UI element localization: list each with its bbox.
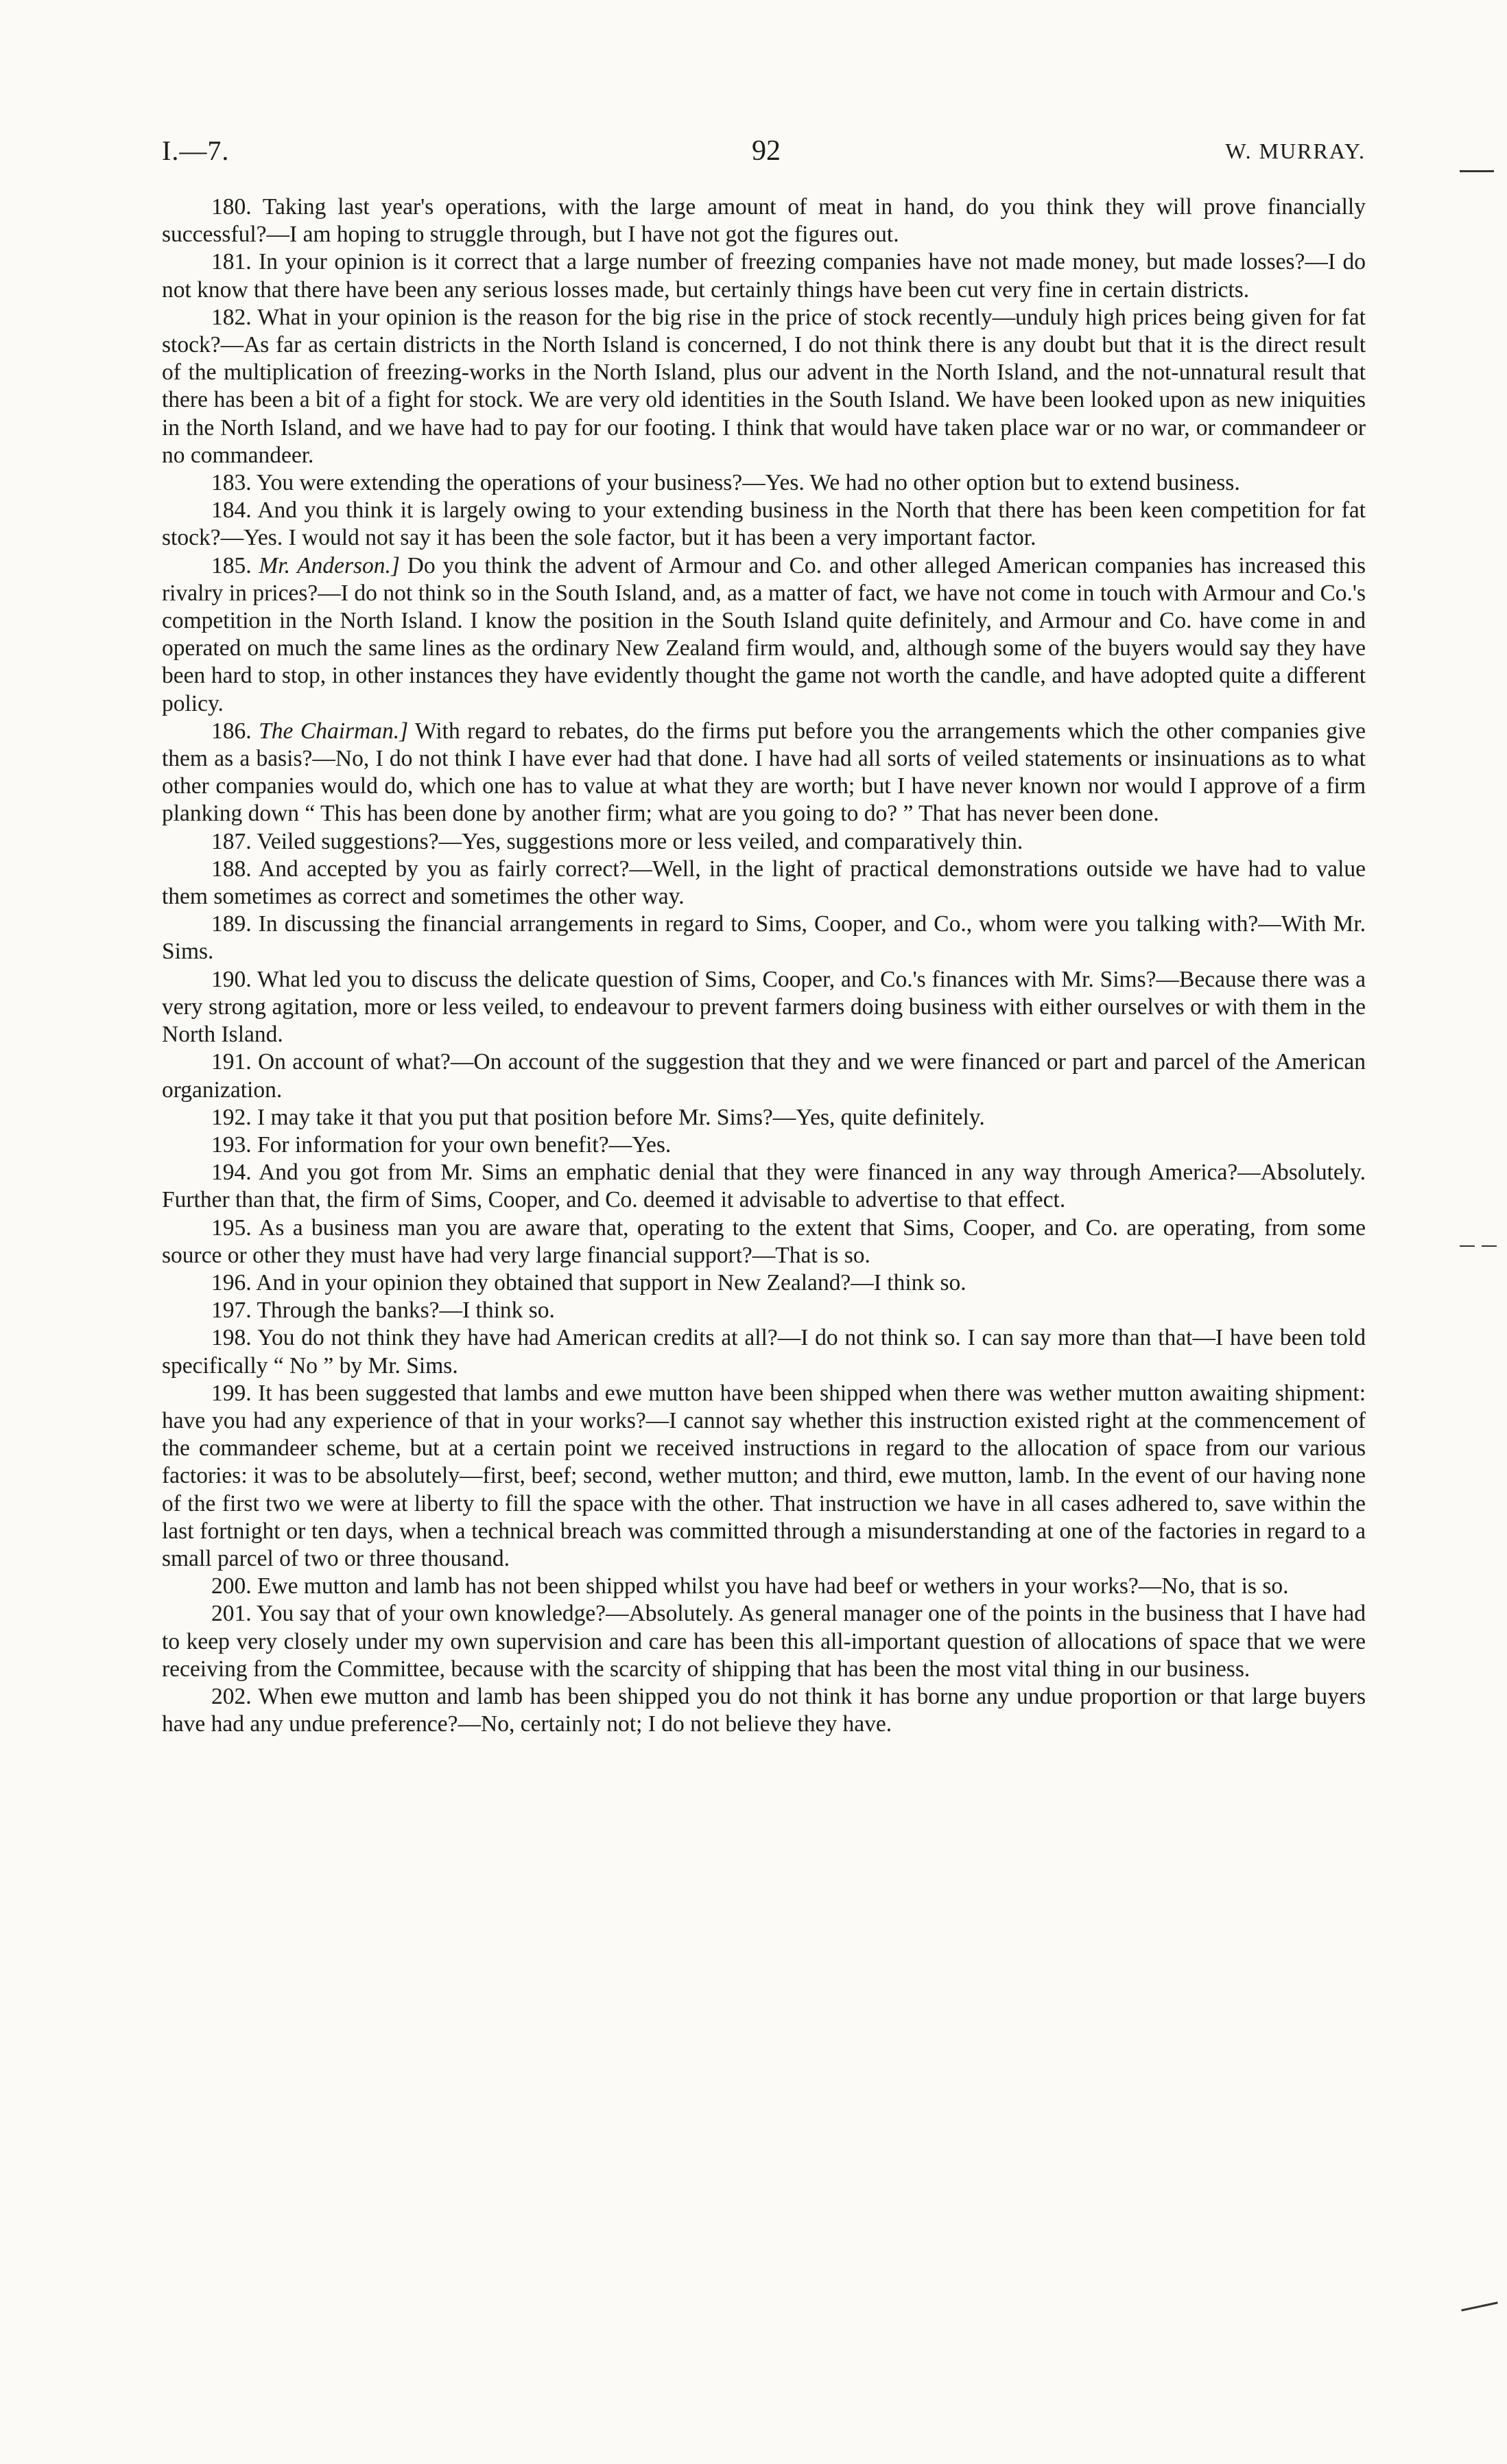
question-answer-197 <box>162 1297 1366 1324</box>
speaker-label: Mr. Anderson.] <box>259 552 400 578</box>
question-answer-text: Through the banks?—I think so. <box>257 1298 555 1324</box>
question-answer-184 <box>162 497 1366 552</box>
question-number: 202. <box>211 1683 252 1709</box>
question-answer-text: And you think it is largely owing to your extending business in the North that there has been keen competition for fat stock?—Yes. I would not say it has been the sole factor, but it has been a very important factor. <box>162 497 1366 551</box>
question-number: 190. <box>211 966 252 992</box>
testimony-body <box>162 193 1366 1738</box>
question-answer-text: I may take it that you put that position before Mr. Sims?—Yes, quite definitely. <box>257 1104 985 1130</box>
question-answer-202 <box>162 1683 1366 1738</box>
question-answer-196 <box>162 1269 1366 1297</box>
question-number: 193. <box>211 1131 252 1158</box>
question-answer-text: You do not think they have had American credits at all?—I do not think so. I can say more than that—I have been told specifically “ No ” by Mr. Sims. <box>162 1325 1366 1378</box>
question-answer-text: What in your opinion is the reason for the big rise in the price of stock recently—unduly high prices being given for fat stock?—As far as certain districts in the North Island is concerned, I do not think there is any doubt but that it is the direct result of the multiplication of freezing-works in the North Island, plus our advent in the North Island, and the not-unnatural result that there has been a bit of a fight for stock. We are very old identities in the South Island. We have been looked upon as new iniquities in the North Island, and we have had to pay for our footing. I think that would have taken place war or no war, or commandeer or no commandeer. <box>162 304 1366 468</box>
margin-rule <box>1460 170 1494 172</box>
paper-reference: I.—7. <box>162 135 230 166</box>
question-answer-text: When ewe mutton and lamb has been shipped you do not think it has borne any undue proportion or that large buyers have had any undue preference?—No, certainly not; I do not believe they have. <box>162 1683 1366 1737</box>
question-answer-187 <box>162 828 1366 856</box>
question-answer-text: Ewe mutton and lamb has not been shipped whilst you have had beef or wethers in your works?—No, that is so. <box>257 1573 1289 1599</box>
question-answer-185 <box>162 552 1366 718</box>
question-answer-192 <box>162 1104 1366 1131</box>
question-number: 201. <box>211 1601 252 1627</box>
margin-rule <box>1461 2301 1497 2311</box>
question-number: 198. <box>211 1325 252 1351</box>
question-answer-text: Do you think the advent of Armour and Co. and other alleged American companies has increased this rivalry in prices?—I do not think so in the South Island, and, as a matter of fact, we have not come in touch with Armour and Co.'s competition in the North Island. I know the position in the South Island quite definitely, and Armour and Co. have come in and operated on much the same lines as the ordinary New Zealand firm would, and, although some of the buyers would say they have been hard to stop, in other instances they have evidently thought the game not worth the candle, and have adopted quite a different policy. <box>162 552 1366 716</box>
question-answer-199 <box>162 1380 1366 1573</box>
question-answer-181 <box>162 248 1366 303</box>
question-answer-190 <box>162 966 1366 1049</box>
question-answer-text: And accepted by you as fairly correct?—Well, in the light of practical demonstrations outside we have had to value them sometimes as correct and sometimes the other way. <box>162 856 1366 910</box>
question-answer-200 <box>162 1573 1366 1600</box>
question-answer-text: In discussing the financial arrangements in regard to Sims, Cooper, and Co., whom were you talking with?—With Mr. Sims. <box>162 911 1366 965</box>
margin-rule <box>1482 1245 1497 1247</box>
margin-rule <box>1460 1245 1475 1247</box>
question-answer-text: You say that of your own knowledge?—Absolutely. As general manager one of the points in the business that I have had to keep very closely under my own supervision and care has been this all-important question of allocations of space that we were receiving from the Committee, because with the scarcity of shipping that has been the most vital thing in our business. <box>162 1601 1366 1682</box>
question-answer-186 <box>162 718 1366 828</box>
question-number: 188. <box>211 856 252 882</box>
question-answer-text: In your opinion is it correct that a large number of freezing companies have not made money, but made losses?—I do not know that there have been any serious losses made, but certainly things have been cut very fine in certain districts. <box>162 249 1366 303</box>
question-answer-text: As a business man you are aware that, operating to the extent that Sims, Cooper, and Co. are operating, from some source or other they must have had very large financial support?—That is so. <box>162 1215 1366 1268</box>
question-answer-text: Taking last year's operations, with the large amount of meat in hand, do you think they will prove financially successful?—I am hoping to struggle through, but I have not got the figures out. <box>162 194 1366 248</box>
question-answer-188 <box>162 856 1366 911</box>
question-number: 189. <box>211 911 252 937</box>
question-answer-201 <box>162 1600 1366 1683</box>
question-number: 200. <box>211 1573 252 1599</box>
page-header <box>162 130 1366 172</box>
question-answer-189 <box>162 911 1366 965</box>
question-answer-text: It has been suggested that lambs and ewe mutton have been shipped when there was wether mutton awaiting shipment: have you had any experience of that in your works?—I cannot say whether this instruction existed right at the commencement of the commandeer scheme, but at a certain point we received instructions in regard to the allocation of space from our various factories: it was to be absolutely—first, beef; second, wether mutton; and third, ewe mutton, lamb. In the event of our having none of the first two we were at liberty to fill the space with the other. That instruction we have in all cases adhered to, save within the last fortnight or ten days, when a technical breach was committed through a misunderstanding at one of the factories in regard to a small parcel of two or three thousand. <box>162 1380 1366 1571</box>
question-answer-text: And you got from Mr. Sims an emphatic denial that they were financed in any way through America?—Absolutely. Further than that, the firm of Sims, Cooper, and Co. deemed it advisable to advertise to that effect. <box>162 1160 1366 1213</box>
question-answer-text: For information for your own benefit?—Yes. <box>257 1131 672 1158</box>
question-number: 199. <box>211 1380 252 1406</box>
question-answer-195 <box>162 1215 1366 1269</box>
question-number: 181. <box>211 249 252 275</box>
question-answer-text: With regard to rebates, do the firms put before you the arrangements which the other companies give them as a basis?—No, I do not think I have ever had that done. I have had all sorts of veiled statements or insinuations as to what other companies would do, which one has to value at what they are worth; but I have never known nor would I approve of a firm planking down “ This has been done by another firm; what are you going to do? ” That has never been done. <box>162 718 1366 827</box>
question-answer-text: On account of what?—On account of the suggestion that they and we were financed or part and parcel of the American organization. <box>162 1049 1366 1103</box>
question-number: 183. <box>211 470 252 496</box>
question-answer-191 <box>162 1048 1366 1103</box>
question-number: 192. <box>211 1104 252 1130</box>
question-number: 185. <box>211 552 252 578</box>
question-number: 184. <box>211 497 252 524</box>
speaker-label: The Chairman.] <box>259 718 409 744</box>
question-number: 196. <box>211 1269 252 1295</box>
question-answer-text: And in your opinion they obtained that support in New Zealand?—I think so. <box>256 1269 966 1295</box>
question-number: 194. <box>211 1160 252 1186</box>
question-answer-183 <box>162 469 1366 497</box>
question-answer-text: You were extending the operations of your business?—Yes. We had no other option but to extend business. <box>256 470 1240 496</box>
witness-name: W. MURRAY. <box>1225 139 1366 163</box>
page-number: 92 <box>752 135 781 167</box>
question-number: 187. <box>211 828 252 854</box>
question-number: 195. <box>211 1215 252 1241</box>
question-answer-198 <box>162 1324 1366 1379</box>
question-number: 191. <box>211 1049 252 1075</box>
question-answer-text: What led you to discuss the delicate question of Sims, Cooper, and Co.'s finances with Mr. Sims?—Because there was a very strong agitation, more or less veiled, to endeavour to prevent farmers doing business with either ourselves or with them in the North Island. <box>162 966 1366 1048</box>
question-number: 182. <box>211 304 252 330</box>
question-answer-text: Veiled suggestions?—Yes, suggestions more or less veiled, and comparatively thin. <box>257 828 1023 854</box>
question-number: 186. <box>211 718 252 744</box>
question-number: 197. <box>211 1298 252 1324</box>
question-answer-194 <box>162 1159 1366 1214</box>
question-number: 180. <box>211 194 252 220</box>
question-answer-193 <box>162 1131 1366 1159</box>
question-answer-182 <box>162 304 1366 469</box>
question-answer-180 <box>162 193 1366 248</box>
